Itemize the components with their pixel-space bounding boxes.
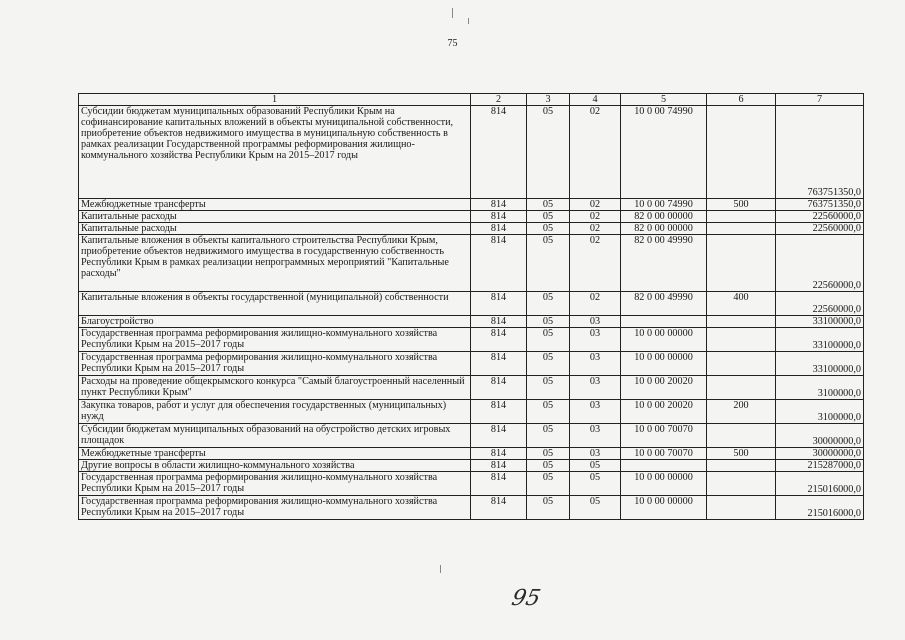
header-cell: 6 — [707, 94, 776, 106]
row-code5-cell: 10 0 00 00000 — [621, 472, 707, 496]
table-row — [79, 211, 864, 223]
row-code4-cell: 03 — [570, 352, 621, 376]
row-code2-cell: 814 — [471, 448, 527, 460]
header-cell: 3 — [527, 94, 570, 106]
row-name-cell: Капитальные вложения в объекты государственной (муниципальной) собственности — [79, 292, 471, 316]
row-code6-cell — [707, 424, 776, 448]
scan-speck — [452, 8, 453, 18]
row-code5-cell: 10 0 00 20020 — [621, 400, 707, 424]
budget-table-container — [78, 93, 864, 520]
table-row — [79, 235, 864, 292]
table-row — [79, 448, 864, 460]
row-code5-cell: 82 0 00 49990 — [621, 235, 707, 292]
row-name-cell: Капитальные вложения в объекты капитального строительства Республики Крым, приобретение объектов недвижимого имущества в государственную собственность Республики Крым в рамках реализации непрограммных мероприятий "Капитальные расходы" — [79, 235, 471, 292]
row-code2-cell: 814 — [471, 460, 527, 472]
row-code2-cell: 814 — [471, 292, 527, 316]
table-row — [79, 472, 864, 496]
header-cell: 5 — [621, 94, 707, 106]
handwritten-page-number: 95 — [509, 586, 543, 611]
row-code2-cell: 814 — [471, 424, 527, 448]
row-code2-cell: 814 — [471, 496, 527, 520]
row-code6-cell — [707, 328, 776, 352]
row-sum-cell: 33100000,0 — [776, 316, 864, 328]
row-code3-cell: 05 — [527, 223, 570, 235]
row-code3-cell: 05 — [527, 316, 570, 328]
row-code4-cell: 03 — [570, 316, 621, 328]
table-row — [79, 316, 864, 328]
scan-speck — [440, 565, 441, 573]
row-sum-cell: 215287000,0 — [776, 460, 864, 472]
row-code2-cell: 814 — [471, 199, 527, 211]
table-row — [79, 376, 864, 400]
row-code5-cell: 82 0 00 00000 — [621, 211, 707, 223]
row-sum-cell: 3100000,0 — [776, 400, 864, 424]
table-row — [79, 292, 864, 316]
row-code4-cell: 03 — [570, 400, 621, 424]
row-code4-cell: 02 — [570, 199, 621, 211]
row-code6-cell — [707, 235, 776, 292]
row-code3-cell: 05 — [527, 472, 570, 496]
row-sum-cell: 22560000,0 — [776, 292, 864, 316]
row-code4-cell: 05 — [570, 460, 621, 472]
row-code2-cell: 814 — [471, 472, 527, 496]
table-body — [79, 106, 864, 520]
row-code3-cell: 05 — [527, 292, 570, 316]
row-code6-cell: 400 — [707, 292, 776, 316]
row-code3-cell: 05 — [527, 328, 570, 352]
row-code2-cell: 814 — [471, 376, 527, 400]
row-code2-cell: 814 — [471, 328, 527, 352]
row-code4-cell: 02 — [570, 235, 621, 292]
row-code6-cell — [707, 472, 776, 496]
row-code6-cell — [707, 211, 776, 223]
row-code2-cell: 814 — [471, 235, 527, 292]
row-code4-cell: 05 — [570, 472, 621, 496]
row-code5-cell: 82 0 00 00000 — [621, 223, 707, 235]
row-code6-cell — [707, 106, 776, 199]
row-code4-cell: 02 — [570, 211, 621, 223]
header-cell: 4 — [570, 94, 621, 106]
row-code5-cell: 10 0 00 70070 — [621, 448, 707, 460]
row-code3-cell: 05 — [527, 211, 570, 223]
header-row — [79, 94, 864, 106]
row-code5-cell: 10 0 00 70070 — [621, 424, 707, 448]
row-code5-cell — [621, 316, 707, 328]
row-code6-cell: 500 — [707, 448, 776, 460]
row-name-cell: Субсидии бюджетам муниципальных образований Республики Крым на софинансирование капитальных вложений в объекты муниципальной собственности, приобретение объектов недвижимого имущества в муниципальную собственность в рамках реализации Государственной программы реформирования жилищно-коммунального хозяйства Республики Крым на 2015–2017 годы — [79, 106, 471, 199]
row-code6-cell: 500 — [707, 199, 776, 211]
row-name-cell: Межбюджетные трансферты — [79, 199, 471, 211]
row-code2-cell: 814 — [471, 223, 527, 235]
header-cell: 2 — [471, 94, 527, 106]
row-name-cell: Расходы на проведение общекрымского конкурса "Самый благоустроенный населенный пункт Республики Крым" — [79, 376, 471, 400]
row-code4-cell: 02 — [570, 223, 621, 235]
row-code4-cell: 02 — [570, 292, 621, 316]
row-code2-cell: 814 — [471, 106, 527, 199]
row-sum-cell: 30000000,0 — [776, 448, 864, 460]
row-code5-cell — [621, 460, 707, 472]
row-code6-cell — [707, 460, 776, 472]
row-code5-cell: 10 0 00 00000 — [621, 328, 707, 352]
row-name-cell: Государственная программа реформирования жилищно-коммунального хозяйства Республики Крым на 2015–2017 годы — [79, 352, 471, 376]
budget-table — [78, 93, 864, 520]
row-sum-cell: 33100000,0 — [776, 352, 864, 376]
row-code4-cell: 02 — [570, 106, 621, 199]
table-row — [79, 424, 864, 448]
row-code5-cell: 82 0 00 49990 — [621, 292, 707, 316]
row-name-cell: Капитальные расходы — [79, 223, 471, 235]
row-sum-cell: 33100000,0 — [776, 328, 864, 352]
scan-speck — [468, 18, 469, 24]
row-code4-cell: 03 — [570, 448, 621, 460]
row-code2-cell: 814 — [471, 352, 527, 376]
row-name-cell: Межбюджетные трансферты — [79, 448, 471, 460]
row-code2-cell: 814 — [471, 211, 527, 223]
row-sum-cell: 22560000,0 — [776, 211, 864, 223]
row-sum-cell: 215016000,0 — [776, 496, 864, 520]
row-code2-cell: 814 — [471, 316, 527, 328]
row-code6-cell — [707, 316, 776, 328]
row-sum-cell: 763751350,0 — [776, 199, 864, 211]
row-sum-cell: 3100000,0 — [776, 376, 864, 400]
row-name-cell: Закупка товаров, работ и услуг для обеспечения государственных (муниципальных) нужд — [79, 400, 471, 424]
row-code6-cell — [707, 376, 776, 400]
row-code5-cell: 10 0 00 00000 — [621, 496, 707, 520]
table-row — [79, 400, 864, 424]
header-cell: 1 — [79, 94, 471, 106]
page-number: 75 — [447, 38, 458, 49]
row-code3-cell: 05 — [527, 235, 570, 292]
row-code5-cell: 10 0 00 74990 — [621, 106, 707, 199]
row-sum-cell: 22560000,0 — [776, 235, 864, 292]
table-row — [79, 496, 864, 520]
row-code4-cell: 03 — [570, 424, 621, 448]
row-code3-cell: 05 — [527, 352, 570, 376]
row-code6-cell — [707, 496, 776, 520]
row-name-cell: Другие вопросы в области жилищно-коммунального хозяйства — [79, 460, 471, 472]
table-row — [79, 352, 864, 376]
row-name-cell: Субсидии бюджетам муниципальных образований на обустройство детских игровых площадок — [79, 424, 471, 448]
row-code3-cell: 05 — [527, 448, 570, 460]
row-code4-cell: 03 — [570, 376, 621, 400]
row-code5-cell: 10 0 00 20020 — [621, 376, 707, 400]
row-code4-cell: 05 — [570, 496, 621, 520]
row-code5-cell: 10 0 00 74990 — [621, 199, 707, 211]
table-row — [79, 106, 864, 199]
row-sum-cell: 215016000,0 — [776, 472, 864, 496]
row-code6-cell — [707, 352, 776, 376]
row-code3-cell: 05 — [527, 376, 570, 400]
table-row — [79, 223, 864, 235]
row-code5-cell: 10 0 00 00000 — [621, 352, 707, 376]
row-code3-cell: 05 — [527, 400, 570, 424]
row-sum-cell: 763751350,0 — [776, 106, 864, 199]
row-code3-cell: 05 — [527, 424, 570, 448]
table-row — [79, 328, 864, 352]
row-name-cell: Благоустройство — [79, 316, 471, 328]
row-code6-cell: 200 — [707, 400, 776, 424]
row-code2-cell: 814 — [471, 400, 527, 424]
row-code3-cell: 05 — [527, 199, 570, 211]
row-name-cell: Государственная программа реформирования жилищно-коммунального хозяйства Республики Крым на 2015–2017 годы — [79, 328, 471, 352]
header-cell: 7 — [776, 94, 864, 106]
row-code4-cell: 03 — [570, 328, 621, 352]
row-sum-cell: 22560000,0 — [776, 223, 864, 235]
row-code3-cell: 05 — [527, 106, 570, 199]
table-row — [79, 199, 864, 211]
row-name-cell: Капитальные расходы — [79, 211, 471, 223]
row-code6-cell — [707, 223, 776, 235]
row-sum-cell: 30000000,0 — [776, 424, 864, 448]
table-row — [79, 460, 864, 472]
row-name-cell: Государственная программа реформирования жилищно-коммунального хозяйства Республики Крым на 2015–2017 годы — [79, 472, 471, 496]
row-name-cell: Государственная программа реформирования жилищно-коммунального хозяйства Республики Крым на 2015–2017 годы — [79, 496, 471, 520]
row-code3-cell: 05 — [527, 496, 570, 520]
row-code3-cell: 05 — [527, 460, 570, 472]
